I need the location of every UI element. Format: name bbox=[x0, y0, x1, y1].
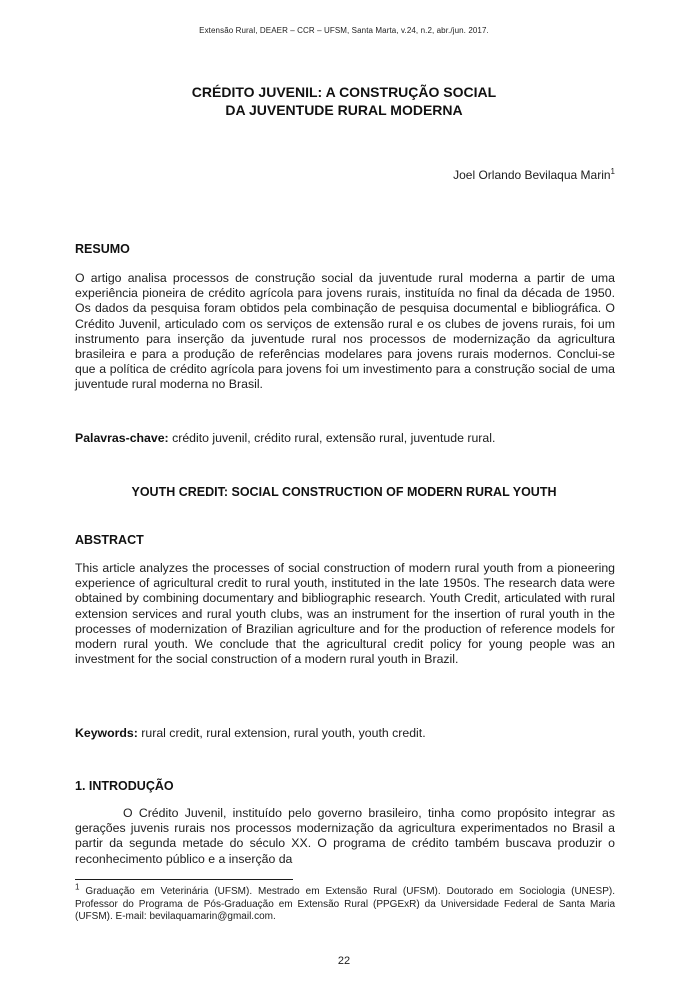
footnote-separator bbox=[75, 879, 293, 880]
author-name: Joel Orlando Bevilaqua Marin bbox=[453, 168, 611, 182]
keywords-values: rural credit, rural extension, rural youth, youth credit. bbox=[137, 726, 426, 740]
keywords-label: Keywords: bbox=[75, 726, 138, 740]
introduction-paragraph: O Crédito Juvenil, instituído pelo governo brasileiro, tinha como propósito integrar as gerações juvenis rurais nos processos modernização da agricultura experimentados no Brasil a partir da segunda metade do século XX. O programa de crédito também buscava produzir o reconhecimento público e a inserção da bbox=[75, 806, 615, 866]
footnote-ref: 1 bbox=[75, 882, 80, 892]
palavras-chave-values: crédito juvenil, crédito rural, extensão rural, juventude rural. bbox=[168, 431, 496, 445]
author-footnote-ref: 1 bbox=[610, 167, 615, 176]
resumo-paragraph: O artigo analisa processos de construção social da juventude rural moderna a partir de uma experiência pioneira de crédito agrícola para jovens rurais, instituída no final da década de 1950. Os dados da pesquisa foram obtidos pela combinação de pesquisa documental e bibliográfica. O Crédito Juvenil, articulado com os serviços de extensão rural e os clubes de jovens rurais, foi um instrumento para inserção da juventude rural nos processos de modernização da agricultura brasileira e para a produção de referências modelares para jovens rurais modernos. Conclui-se que a política de crédito agrícola para jovens foi um investimento para a construção social de uma juventude rural moderna no Brasil. bbox=[75, 271, 615, 392]
abstract-paragraph: This article analyzes the processes of social construction of modern rural youth from a pioneering experience of agricultural credit to rural youth, instituted in the late 1950s. The research data were obtained by combining documentary and bibliographic research. Youth Credit, articulated with rural extension services and rural youth clubs, was an instrument for the insertion of rural youth in the processes of modernization of Brazilian agriculture and for the production of reference models for modern rural youth. We conclude that the agricultural credit policy for young people was an investment for the social construction of a modern rural youth in Brazil. bbox=[75, 561, 615, 667]
journal-header: Extensão Rural, DEAER – CCR – UFSM, Santa Marta, v.24, n.2, abr./jun. 2017. bbox=[199, 26, 489, 35]
keywords-line bbox=[75, 726, 615, 740]
paper-title-line2: DA JUVENTUDE RURAL MODERNA bbox=[225, 102, 463, 118]
page-number: 22 bbox=[337, 955, 351, 967]
footnote-text: Graduação em Veterinária (UFSM). Mestrado em Extensão Rural (UFSM). Doutorado em Sociologia (UNESP). Professor do Programa de Pós-Graduação em Extensão Rural (PPGExR) da Universidade Federal de Santa Maria (UFSM). E-mail: bevilaquamarin@gmail.com. bbox=[75, 886, 615, 922]
resumo-heading: RESUMO bbox=[75, 242, 130, 256]
palavras-chave-label: Palavras-chave: bbox=[75, 431, 169, 445]
english-title: YOUTH CREDIT: SOCIAL CONSTRUCTION OF MODERN RURAL YOUTH bbox=[131, 485, 557, 499]
palavras-chave-line bbox=[75, 431, 615, 445]
abstract-heading: ABSTRACT bbox=[75, 533, 144, 547]
author-line bbox=[453, 168, 615, 182]
introduction-heading: 1. INTRODUÇÃO bbox=[75, 779, 174, 793]
paper-title-line1: CRÉDITO JUVENIL: A CONSTRUÇÃO SOCIAL bbox=[191, 84, 497, 100]
paper-title bbox=[0, 83, 688, 119]
footnote bbox=[75, 882, 615, 924]
